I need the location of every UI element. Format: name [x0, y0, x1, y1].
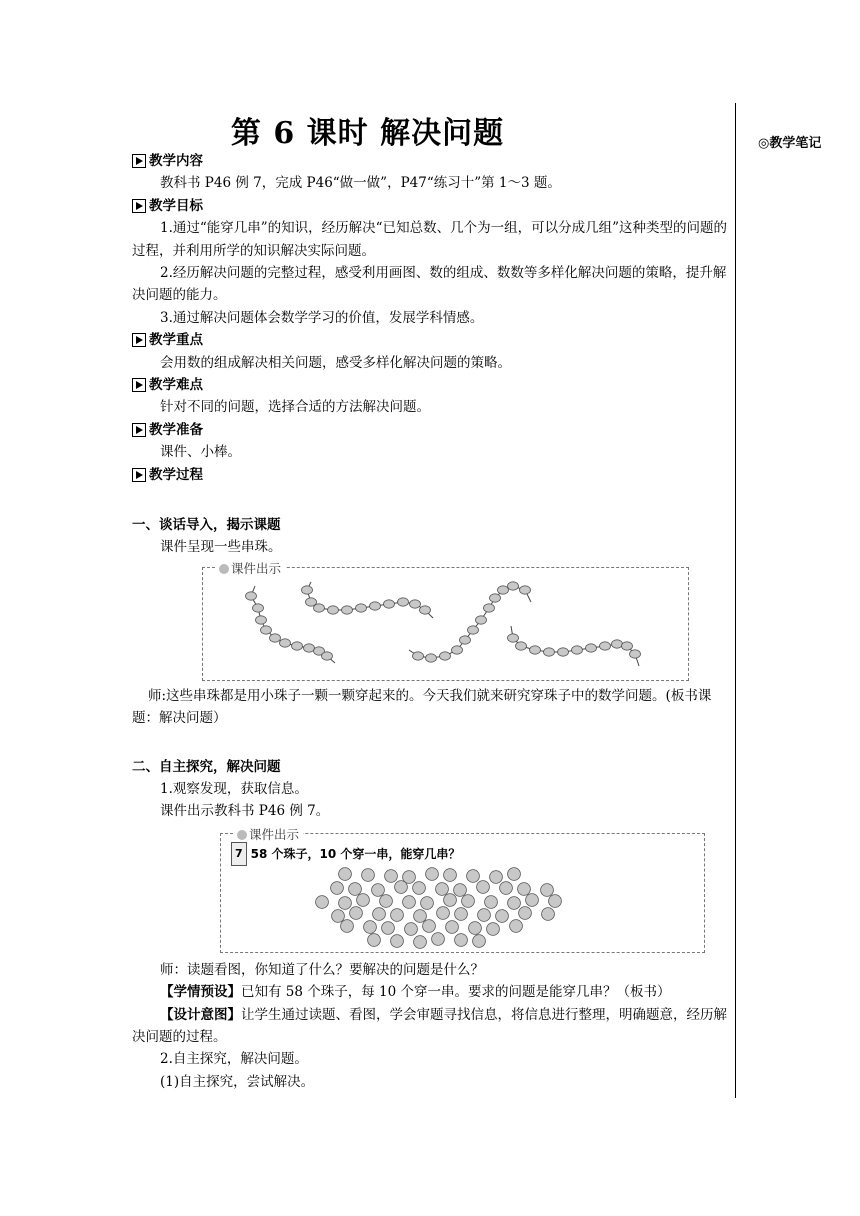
string-bead: [508, 634, 519, 642]
string-bead: [420, 606, 431, 614]
string-bead: [498, 586, 509, 594]
play-marker-icon: [132, 423, 146, 437]
play-marker-icon: [132, 154, 146, 168]
string-thread: [409, 586, 531, 658]
goal-item: 3.通过解决问题体会数学学习的价值，发展学科情感。: [160, 309, 484, 326]
margin-divider: [735, 103, 736, 1098]
play-marker-icon: [132, 199, 146, 213]
string-bead: [342, 606, 353, 614]
loose-bead: [437, 906, 450, 919]
loose-bead: [341, 919, 354, 932]
loose-bead: [473, 934, 486, 947]
string-bead: [520, 586, 531, 594]
string-bead: [413, 652, 424, 660]
loose-bead: [414, 909, 427, 922]
loose-bead: [467, 869, 480, 882]
string-bead: [530, 646, 541, 654]
section-header: 教学难点: [132, 374, 732, 396]
string-bead: [398, 598, 409, 606]
loose-bead: [362, 868, 375, 881]
loose-bead: [510, 919, 523, 932]
string-bead: [328, 606, 339, 614]
string-bead: [440, 652, 451, 660]
loose-bead: [339, 867, 352, 880]
key-point-text: 会用数的组成解决相关问题，感受多样化解决问题的策略。: [160, 354, 511, 371]
preset-paragraph: 【学情预设】已知有 58 个珠子，每 10 个穿一串。要求的问题是能穿几串？（板书）: [160, 984, 671, 1001]
loose-bead: [455, 933, 468, 946]
loose-bead: [349, 882, 362, 895]
string-bead: [460, 636, 471, 644]
loose-bead: [477, 880, 490, 893]
loose-bead: [382, 921, 395, 934]
string-bead: [370, 602, 381, 610]
loose-bead: [487, 922, 500, 935]
loose-bead: [331, 881, 344, 894]
step-text: 2.自主探究，解决问题。: [160, 1051, 308, 1068]
step-text: 1.观察发现，获取信息。: [160, 781, 308, 798]
bead-icon: [237, 830, 247, 840]
string-bead: [508, 582, 519, 590]
loose-bead: [518, 882, 531, 895]
string-bead: [484, 604, 495, 612]
string-bead: [292, 642, 303, 650]
loose-bead: [446, 920, 459, 933]
loose-bead: [462, 894, 475, 907]
page-title: 第 6 课时 解决问题: [230, 116, 505, 151]
string-bead: [302, 586, 313, 594]
loose-bead: [391, 934, 404, 947]
string-bead: [410, 600, 421, 608]
play-marker-icon: [132, 333, 146, 347]
string-bead: [314, 604, 325, 612]
loose-bead: [395, 880, 408, 893]
loose-bead: [432, 932, 445, 945]
show-text: 课件出示教科书 P46 例 7。: [160, 803, 330, 820]
loose-bead: [444, 893, 457, 906]
loose-bead: [380, 894, 393, 907]
section-header: 教学过程: [132, 464, 732, 486]
loose-bead: [508, 896, 521, 909]
section-header: 教学目标: [132, 195, 732, 217]
bead-strings-figure: 课件出示: [202, 567, 689, 681]
loose-bead: [405, 922, 418, 935]
loose-bead: [421, 896, 434, 909]
example-7-figure: 课件出示 7 58 个珠子，10 个穿一串，能穿几串？: [220, 833, 705, 953]
string-bead: [270, 634, 281, 642]
example-number: 7: [231, 842, 247, 866]
play-marker-icon: [132, 468, 146, 482]
string-bead: [600, 642, 611, 650]
step-text: (1)自主探究，尝试解决。: [160, 1073, 315, 1090]
loose-bead: [364, 920, 377, 933]
loose-bead: [385, 869, 398, 882]
string-bead: [356, 604, 367, 612]
play-marker-icon: [132, 378, 146, 392]
string-bead: [384, 600, 395, 608]
string-bead: [630, 650, 641, 658]
loose-bead: [496, 909, 509, 922]
loose-bead: [485, 895, 498, 908]
loose-bead: [444, 868, 457, 881]
loose-bead: [372, 883, 385, 896]
string-bead: [304, 644, 315, 652]
part1-line: 课件呈现一些串珠。: [160, 539, 282, 556]
loose-bead: [549, 894, 562, 907]
difficulty-text: 针对不同的问题，选择合适的方法解决问题。: [160, 399, 430, 416]
string-bead: [558, 648, 569, 656]
loose-bead: [332, 909, 345, 922]
loose-bead: [391, 908, 404, 921]
string-bead: [572, 646, 583, 654]
loose-bead: [542, 907, 555, 920]
loose-bead: [403, 895, 416, 908]
loose-bead: [414, 935, 427, 948]
loose-bead: [357, 893, 370, 906]
string-bead: [452, 646, 463, 654]
loose-bead: [373, 907, 386, 920]
lesson-body: [132, 150, 732, 1093]
loose-bead: [339, 896, 352, 909]
intent-paragraph: 【设计意图】让学生通过读题、看图，学会审题寻找信息，将信息进行整理，明确题意，经历解决问题的过程。: [132, 1006, 727, 1046]
loose-bead: [368, 933, 381, 946]
loose-bead: [478, 908, 491, 921]
string-bead: [544, 648, 555, 656]
loose-bead: [508, 867, 521, 880]
string-bead: [516, 642, 527, 650]
bead-icon: [219, 564, 229, 574]
string-bead: [261, 626, 272, 634]
loose-bead: [490, 870, 503, 883]
loose-bead: [454, 883, 467, 896]
prep-text: 课件、小棒。: [160, 444, 241, 461]
string-bead: [586, 644, 597, 652]
string-bead: [246, 592, 257, 600]
string-bead: [426, 654, 437, 662]
string-bead: [612, 640, 623, 648]
string-bead: [490, 594, 501, 602]
string-bead: [253, 604, 264, 612]
content-text: 教科书 P46 例 7，完成 P46“做一做”，P47“练习十”第 1～3 题。: [160, 175, 561, 192]
string-bead: [256, 616, 267, 624]
teaching-notes-label: ◎教学笔记: [758, 136, 822, 151]
loose-bead: [423, 919, 436, 932]
section-header: 教学内容: [132, 150, 732, 172]
loose-bead: [436, 882, 449, 895]
goal-item: 1.通过“能穿几串”的知识，经历解决“已知总数、几个为一组，可以分成几组”这种类型的问题的过程，并利用所学的知识解决实际问题。: [132, 220, 727, 259]
section-header: 教学重点: [132, 329, 732, 351]
loose-bead: [455, 907, 468, 920]
string-bead: [476, 616, 487, 624]
loose-bead: [413, 881, 426, 894]
goal-item: 2.经历解决问题的完整过程，感受利用画图、数的组成、数数等多样化解决问题的策略，提升解决问题的能力。: [132, 265, 727, 304]
string-bead: [468, 626, 479, 634]
loose-bead: [316, 895, 329, 908]
loose-bead: [541, 883, 554, 896]
loose-bead: [426, 867, 439, 880]
loose-bead: [526, 893, 539, 906]
teacher-speech: 师:这些串珠都是用小珠子一颗一颗穿起来的。今天我们就来研究穿珠子中的数学问题。(板书课题：解决问题）: [132, 687, 712, 727]
teacher-question: 师：读题看图，你知道了什么？要解决的问题是什么？: [160, 961, 484, 978]
loose-bead: [500, 881, 513, 894]
loose-bead: [350, 906, 363, 919]
bead-strings-svg: [203, 568, 688, 680]
loose-bead: [469, 921, 482, 934]
string-bead: [280, 639, 291, 647]
loose-bead: [519, 906, 532, 919]
part2-heading: 二、自主探究，解决问题: [132, 758, 281, 775]
string-bead: [622, 642, 633, 650]
section-header: 教学准备: [132, 419, 732, 441]
string-bead: [322, 652, 333, 660]
part1-heading: 一、谈话导入，揭示课题: [132, 517, 281, 533]
example-question: 7 58 个珠子，10 个穿一串，能穿几串？: [231, 842, 460, 866]
